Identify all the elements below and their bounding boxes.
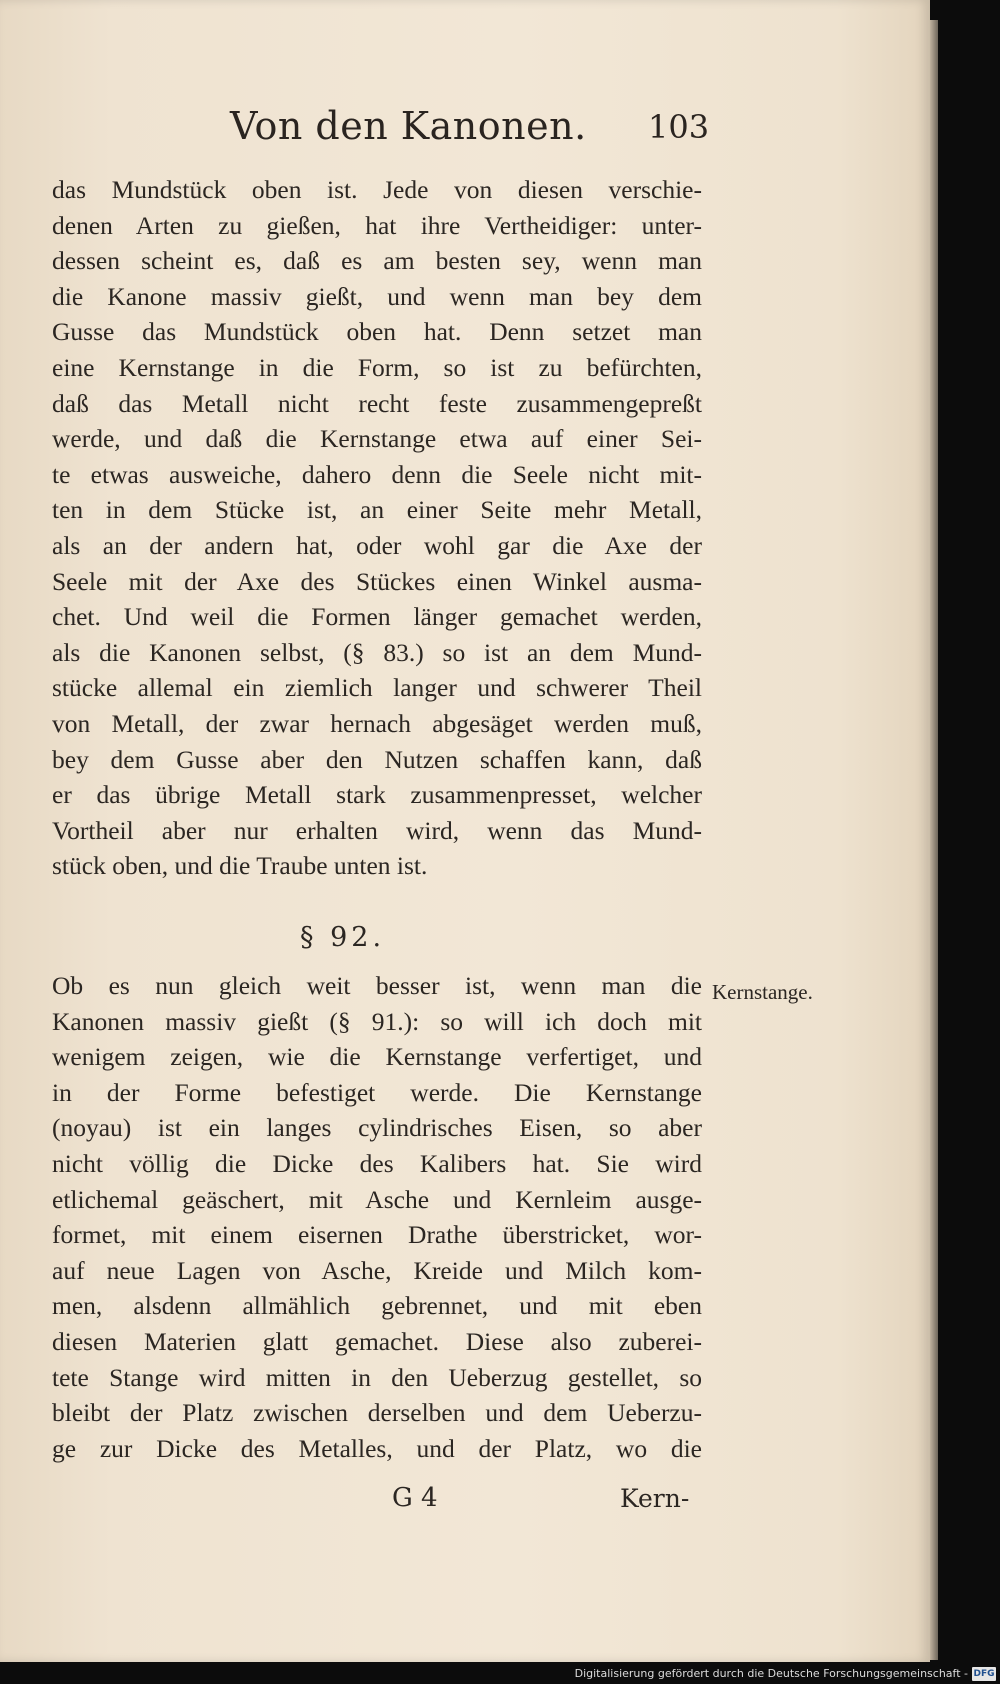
- text-line: dessen scheint es, daß es am besten sey, wenn man: [52, 246, 702, 276]
- text-line: Ob es nun gleich weit besser ist, wenn man die: [52, 971, 702, 1000]
- paragraph-2: [52, 968, 702, 1466]
- text-line: wenigem zeigen, wie die Kernstange verfertiget, und: [52, 1042, 702, 1072]
- text-line: das Mundstück oben ist. Jede von diesen verschie-: [52, 175, 702, 204]
- text-line: stück oben, und die Traube unten ist.: [52, 851, 428, 881]
- text-line: auf neue Lagen von Asche, Kreide und Milch kom-: [52, 1255, 702, 1285]
- text-line: als an der andern hat, oder wohl gar die Axe der: [52, 530, 702, 560]
- text-line: chet. Und weil die Formen länger gemachet werden,: [52, 602, 702, 632]
- text-line: Seele mit der Axe des Stückes einen Winkel ausma-: [52, 566, 702, 596]
- dfg-logo: DFG: [973, 1669, 995, 1679]
- text-line: eine Kernstange in die Form, so ist zu befürchten,: [52, 352, 702, 382]
- text-line: ten in dem Stücke ist, an einer Seite mehr Metall,: [52, 495, 702, 525]
- text-line: men, alsdenn allmählich gebrennet, und mit eben: [52, 1291, 702, 1321]
- text-line: werde, und daß die Kernstange etwa auf einer Sei-: [52, 424, 702, 454]
- digitization-credit: Digitalisierung gefördert durch die Deutsche Forschungsgemeinschaft -: [574, 1667, 968, 1680]
- page-number: 103: [648, 108, 710, 146]
- catchword: Kern-: [620, 1484, 690, 1513]
- text-line: (noyau) ist ein langes cylindrisches Eisen, so aber: [52, 1113, 702, 1143]
- text-line: die Kanone massiv gießt, und wenn man bey dem: [52, 281, 702, 311]
- text-line: Gusse das Mundstück oben hat. Denn setzet man: [52, 317, 702, 347]
- margin-note: Kernstange.: [712, 980, 813, 1004]
- signature-mark: G 4: [392, 1483, 438, 1513]
- text-line: denen Arten zu gießen, hat ihre Vertheidiger: unter-: [52, 210, 702, 240]
- text-line: ge zur Dicke des Metalles, und der Platz, wo die: [52, 1433, 702, 1463]
- text-line: er das übrige Metall stark zusammenpresset, welcher: [52, 780, 702, 810]
- text-line: bleibt der Platz zwischen derselben und dem Ueberzu-: [52, 1398, 702, 1428]
- text-line: von Metall, der zwar hernach abgesäget werden muß,: [52, 708, 702, 738]
- text-line: nicht völlig die Dicke des Kalibers hat. Sie wird: [52, 1148, 702, 1178]
- text-line: tete Stange wird mitten in den Ueberzug gestellet, so: [52, 1362, 702, 1392]
- text-line: Vortheil aber nur erhalten wird, wenn das Mund-: [52, 815, 702, 845]
- text-line: stücke allemal ein ziemlich langer und schwerer Theil: [52, 673, 702, 703]
- paragraph-1: [52, 172, 702, 884]
- text-line: te etwas ausweiche, dahero denn die Seele nicht mit-: [52, 459, 702, 489]
- text-line: Kanonen massiv gießt (§ 91.): so will ich doch mit: [52, 1006, 702, 1036]
- text-line: in der Forme befestiget werde. Die Kernstange: [52, 1077, 702, 1107]
- text-line: formet, mit einem eisernen Drathe überstricket, wor-: [52, 1220, 702, 1250]
- text-line: als die Kanonen selbst, (§ 83.) so ist an dem Mund-: [52, 637, 702, 667]
- text-line: daß das Metall nicht recht feste zusammengepreßt: [52, 388, 702, 418]
- section-heading: § 92.: [300, 922, 386, 953]
- text-line: etlichemal geäschert, mit Asche und Kernleim ausge-: [52, 1184, 702, 1214]
- page-edge: [930, 20, 938, 1660]
- running-head-title: Von den Kanonen.: [230, 104, 587, 148]
- text-line: diesen Materien glatt gemachet. Diese also zuberei-: [52, 1326, 702, 1356]
- text-line: bey dem Gusse aber den Nutzen schaffen kann, daß: [52, 744, 702, 774]
